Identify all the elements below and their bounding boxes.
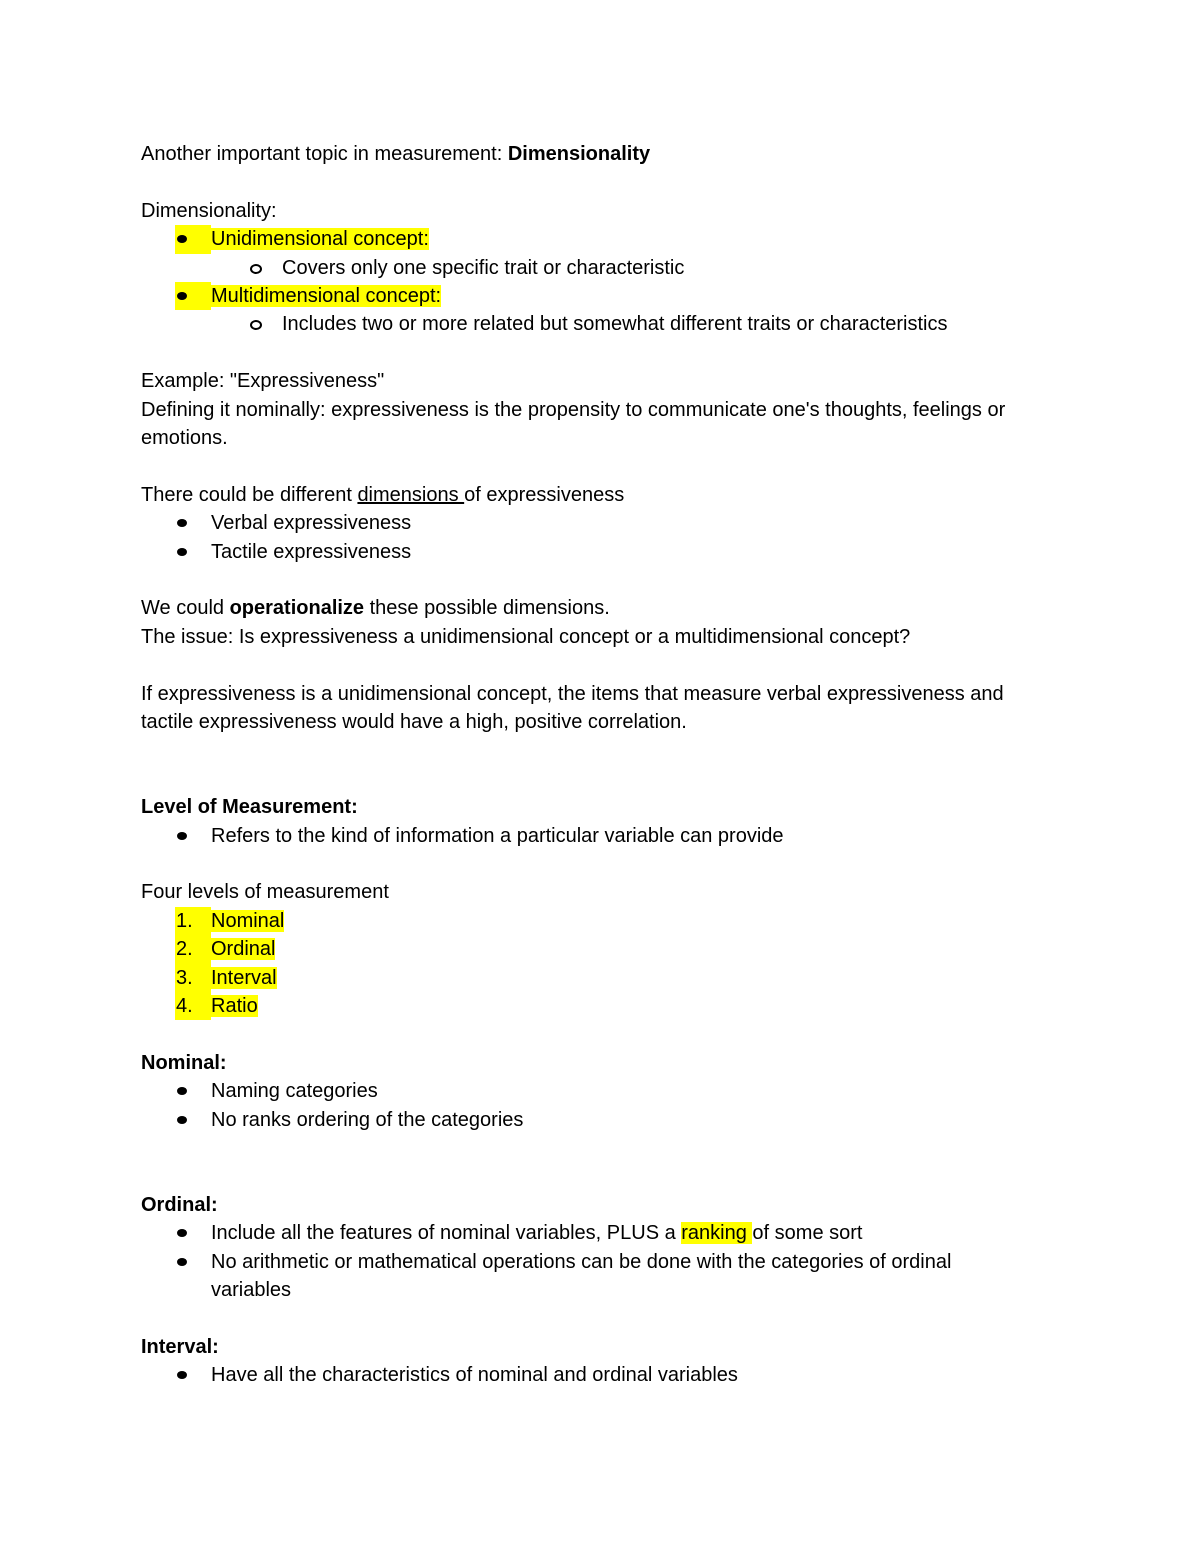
ordinal-heading: Ordinal:: [141, 1193, 218, 1216]
dimensions-underlined: dimensions: [357, 483, 465, 506]
interval-list: [141, 1361, 1061, 1389]
bullet-icon: [177, 519, 187, 527]
hollow-bullet-icon: [250, 320, 262, 330]
list-item: 3. Interval: [141, 964, 1061, 992]
intro-bold-term: Dimensionality: [507, 143, 651, 165]
list-item: [141, 225, 1061, 253]
list-item: Include all the features of nominal variables, PLUS a ranking of some sort: [141, 1219, 1061, 1247]
interval-heading: Interval:: [141, 1335, 219, 1358]
issue-line: The issue: Is expressiveness a unidimensional concept or a multidimensional concept?: [141, 625, 911, 648]
ranking-highlight: ranking: [681, 1222, 753, 1245]
bullet-icon: [177, 292, 187, 300]
bullet-icon: [177, 548, 187, 556]
correlation-paragraph: If expressiveness is a unidimensional concept, the items that measure verbal expressiveness and tactile expressiveness would have a high, positive correlation.: [141, 682, 1004, 734]
four-levels-list: [141, 907, 1061, 1021]
list-item: Verbal expressiveness: [141, 509, 1061, 537]
list-item: 4. Ratio: [141, 992, 1061, 1020]
nominal-definition: Defining it nominally: expressiveness is the propensity to communicate one's thoughts, feelings or emotions.: [141, 398, 1006, 450]
dimensions-line: There could be different dimensions of expressiveness: [141, 483, 625, 506]
nominal-list: [141, 1077, 1061, 1134]
bullet-icon: [177, 1371, 187, 1379]
bullet-icon: [177, 832, 187, 840]
bullet-icon: [177, 1229, 187, 1237]
list-item: No ranks ordering of the categories: [141, 1106, 1061, 1134]
bullet-icon: [177, 1116, 187, 1124]
unidimensional-desc: Covers only one specific trait or characteristic: [282, 256, 685, 279]
intro-line: [141, 140, 1061, 168]
list-item: [141, 254, 1061, 282]
intro-text: Another important topic in measurement:: [141, 143, 508, 165]
list-item: 2. Ordinal: [141, 935, 1061, 963]
multidimensional-label: Multidimensional concept:: [211, 285, 442, 308]
list-item: Refers to the kind of information a particular variable can provide: [141, 822, 1061, 850]
list-item: Naming categories: [141, 1077, 1061, 1105]
list-item: Tactile expressiveness: [141, 538, 1061, 566]
four-levels-heading: Four levels of measurement: [141, 881, 389, 904]
hollow-bullet-icon: [250, 264, 262, 274]
bullet-icon: [177, 1087, 187, 1095]
list-item: 1. Nominal: [141, 907, 1061, 935]
example-line: Example: "Expressiveness": [141, 370, 385, 393]
operationalize-line: We could operationalize these possible dimensions.: [141, 597, 610, 620]
document-page: [141, 140, 1061, 1390]
unidimensional-label: Unidimensional concept:: [211, 228, 429, 251]
bullet-icon: [177, 1258, 187, 1266]
nominal-heading: Nominal:: [141, 1051, 227, 1074]
dimensions-list: [141, 509, 1061, 566]
list-item: Have all the characteristics of nominal and ordinal variables: [141, 1361, 1061, 1389]
list-item: [141, 282, 1061, 310]
operationalize-bold: operationalize: [229, 597, 365, 620]
multidimensional-desc: Includes two or more related but somewhat different traits or characteristics: [282, 313, 948, 336]
list-item: No arithmetic or mathematical operations can be done with the categories of ordinal variables: [141, 1248, 1031, 1305]
level-list: [141, 822, 1061, 850]
list-item: [141, 310, 1061, 338]
ordinal-list: [141, 1219, 1061, 1304]
dimensionality-list: [141, 225, 1061, 339]
dimensionality-heading: Dimensionality:: [141, 199, 277, 222]
level-heading: Level of Measurement:: [141, 796, 358, 819]
